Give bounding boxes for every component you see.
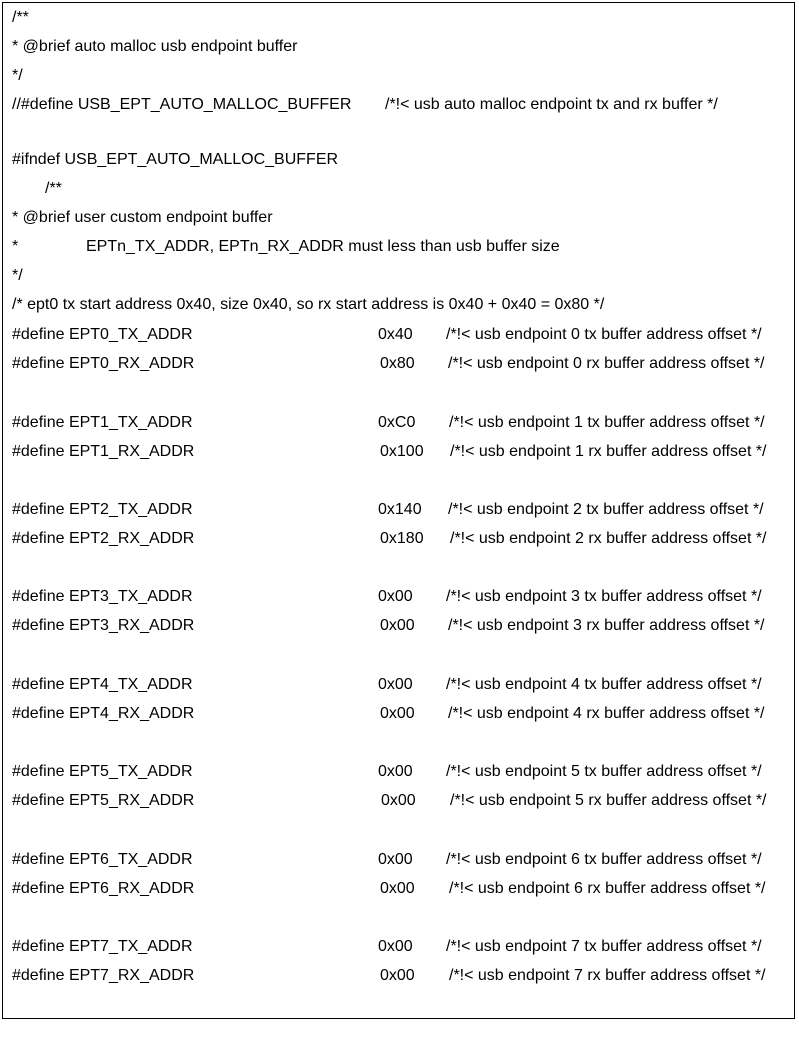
define-name: #define EPT3_RX_ADDR: [12, 617, 195, 634]
define-line: [0, 762, 799, 782]
define-comment: /*!< usb endpoint 4 tx buffer address offset */: [446, 676, 762, 693]
define-line: [0, 704, 799, 724]
define-comment: /*!< usb endpoint 4 rx buffer address offset */: [448, 705, 765, 722]
define-line: [0, 966, 799, 986]
define-line: [0, 587, 799, 607]
define-comment: /*!< usb endpoint 2 tx buffer address offset */: [448, 501, 764, 518]
commented-define: //#define USB_EPT_AUTO_MALLOC_BUFFER: [12, 96, 352, 113]
define-comment: /*!< usb endpoint 0 rx buffer address offset */: [448, 355, 765, 372]
define-comment: /*!< usb endpoint 5 rx buffer address offset */: [450, 792, 767, 809]
define-value: 0x00: [378, 588, 413, 605]
doc-comment-brief: * @brief auto malloc usb endpoint buffer: [12, 38, 298, 55]
define-value: 0x00: [378, 851, 413, 868]
define-name: #define EPT4_RX_ADDR: [12, 705, 195, 722]
define-line: [0, 791, 799, 811]
define-name: #define EPT1_TX_ADDR: [12, 414, 193, 431]
define-value: 0x80: [380, 355, 415, 372]
define-name: #define EPT0_TX_ADDR: [12, 326, 193, 343]
code-line: [0, 66, 799, 86]
define-name: #define EPT7_RX_ADDR: [12, 967, 195, 984]
define-line: [0, 937, 799, 957]
define-name: #define EPT5_RX_ADDR: [12, 792, 195, 809]
define-line: [0, 325, 799, 345]
define-value: 0x00: [380, 967, 415, 984]
commented-define-comment: /*!< usb auto malloc endpoint tx and rx buffer */: [385, 96, 718, 113]
define-name: #define EPT4_TX_ADDR: [12, 676, 193, 693]
define-comment: /*!< usb endpoint 6 tx buffer address offset */: [446, 851, 762, 868]
define-value: 0xC0: [378, 414, 416, 431]
code-line: [0, 37, 799, 57]
define-name: #define EPT7_TX_ADDR: [12, 938, 193, 955]
define-value: 0x00: [378, 676, 413, 693]
define-value: 0x180: [380, 530, 424, 547]
doc-comment-close: */: [12, 67, 23, 84]
define-name: #define EPT3_TX_ADDR: [12, 588, 193, 605]
code-line: [0, 150, 799, 170]
define-value: 0x00: [380, 705, 415, 722]
define-comment: /*!< usb endpoint 7 rx buffer address offset */: [449, 967, 766, 984]
define-line: [0, 675, 799, 695]
define-line: [0, 879, 799, 899]
define-comment: /*!< usb endpoint 7 tx buffer address offset */: [446, 938, 762, 955]
define-comment: /*!< usb endpoint 0 tx buffer address offset */: [446, 326, 762, 343]
define-value: 0x00: [380, 880, 415, 897]
define-comment: /*!< usb endpoint 1 rx buffer address offset */: [450, 443, 767, 460]
define-line: [0, 850, 799, 870]
doc-comment-brief: * @brief user custom endpoint buffer: [12, 209, 273, 226]
define-value: 0x00: [378, 763, 413, 780]
code-line: [0, 8, 799, 28]
define-comment: /*!< usb endpoint 3 rx buffer address offset */: [448, 617, 765, 634]
ifndef-directive: #ifndef USB_EPT_AUTO_MALLOC_BUFFER: [12, 151, 339, 168]
define-comment: /*!< usb endpoint 2 rx buffer address offset */: [450, 530, 767, 547]
doc-comment-note: EPTn_TX_ADDR, EPTn_RX_ADDR must less than usb buffer size: [86, 238, 560, 255]
define-value: 0x140: [378, 501, 422, 518]
code-line: [0, 95, 799, 115]
code-line: [0, 237, 799, 257]
define-name: #define EPT6_TX_ADDR: [12, 851, 193, 868]
define-comment: /*!< usb endpoint 3 tx buffer address offset */: [446, 588, 762, 605]
define-line: [0, 616, 799, 636]
define-name: #define EPT6_RX_ADDR: [12, 880, 195, 897]
define-value: 0x00: [380, 617, 415, 634]
define-comment: /*!< usb endpoint 1 tx buffer address offset */: [449, 414, 765, 431]
define-name: #define EPT0_RX_ADDR: [12, 355, 195, 372]
define-line: [0, 500, 799, 520]
define-line: [0, 442, 799, 462]
doc-comment-open: /**: [12, 9, 29, 26]
code-line: [0, 295, 799, 315]
define-value: 0x40: [378, 326, 413, 343]
define-value: 0x00: [381, 792, 416, 809]
code-line: [0, 208, 799, 228]
define-name: #define EPT1_RX_ADDR: [12, 443, 195, 460]
define-comment: /*!< usb endpoint 5 tx buffer address offset */: [446, 763, 762, 780]
doc-comment-close: */: [12, 267, 23, 284]
define-name: #define EPT2_TX_ADDR: [12, 501, 193, 518]
define-value: 0x100: [380, 443, 424, 460]
doc-comment-star: *: [12, 238, 19, 255]
ept0-note-comment: /* ept0 tx start address 0x40, size 0x40, so rx start address is 0x40 + 0x40 = 0x80 */: [12, 296, 605, 313]
define-line: [0, 413, 799, 433]
code-line: [0, 266, 799, 286]
define-line: [0, 529, 799, 549]
define-name: #define EPT2_RX_ADDR: [12, 530, 195, 547]
define-comment: /*!< usb endpoint 6 rx buffer address offset */: [449, 880, 766, 897]
doc-comment-open: /**: [45, 180, 62, 197]
define-line: [0, 354, 799, 374]
define-name: #define EPT5_TX_ADDR: [12, 763, 193, 780]
code-line: [0, 179, 799, 199]
define-value: 0x00: [378, 938, 413, 955]
